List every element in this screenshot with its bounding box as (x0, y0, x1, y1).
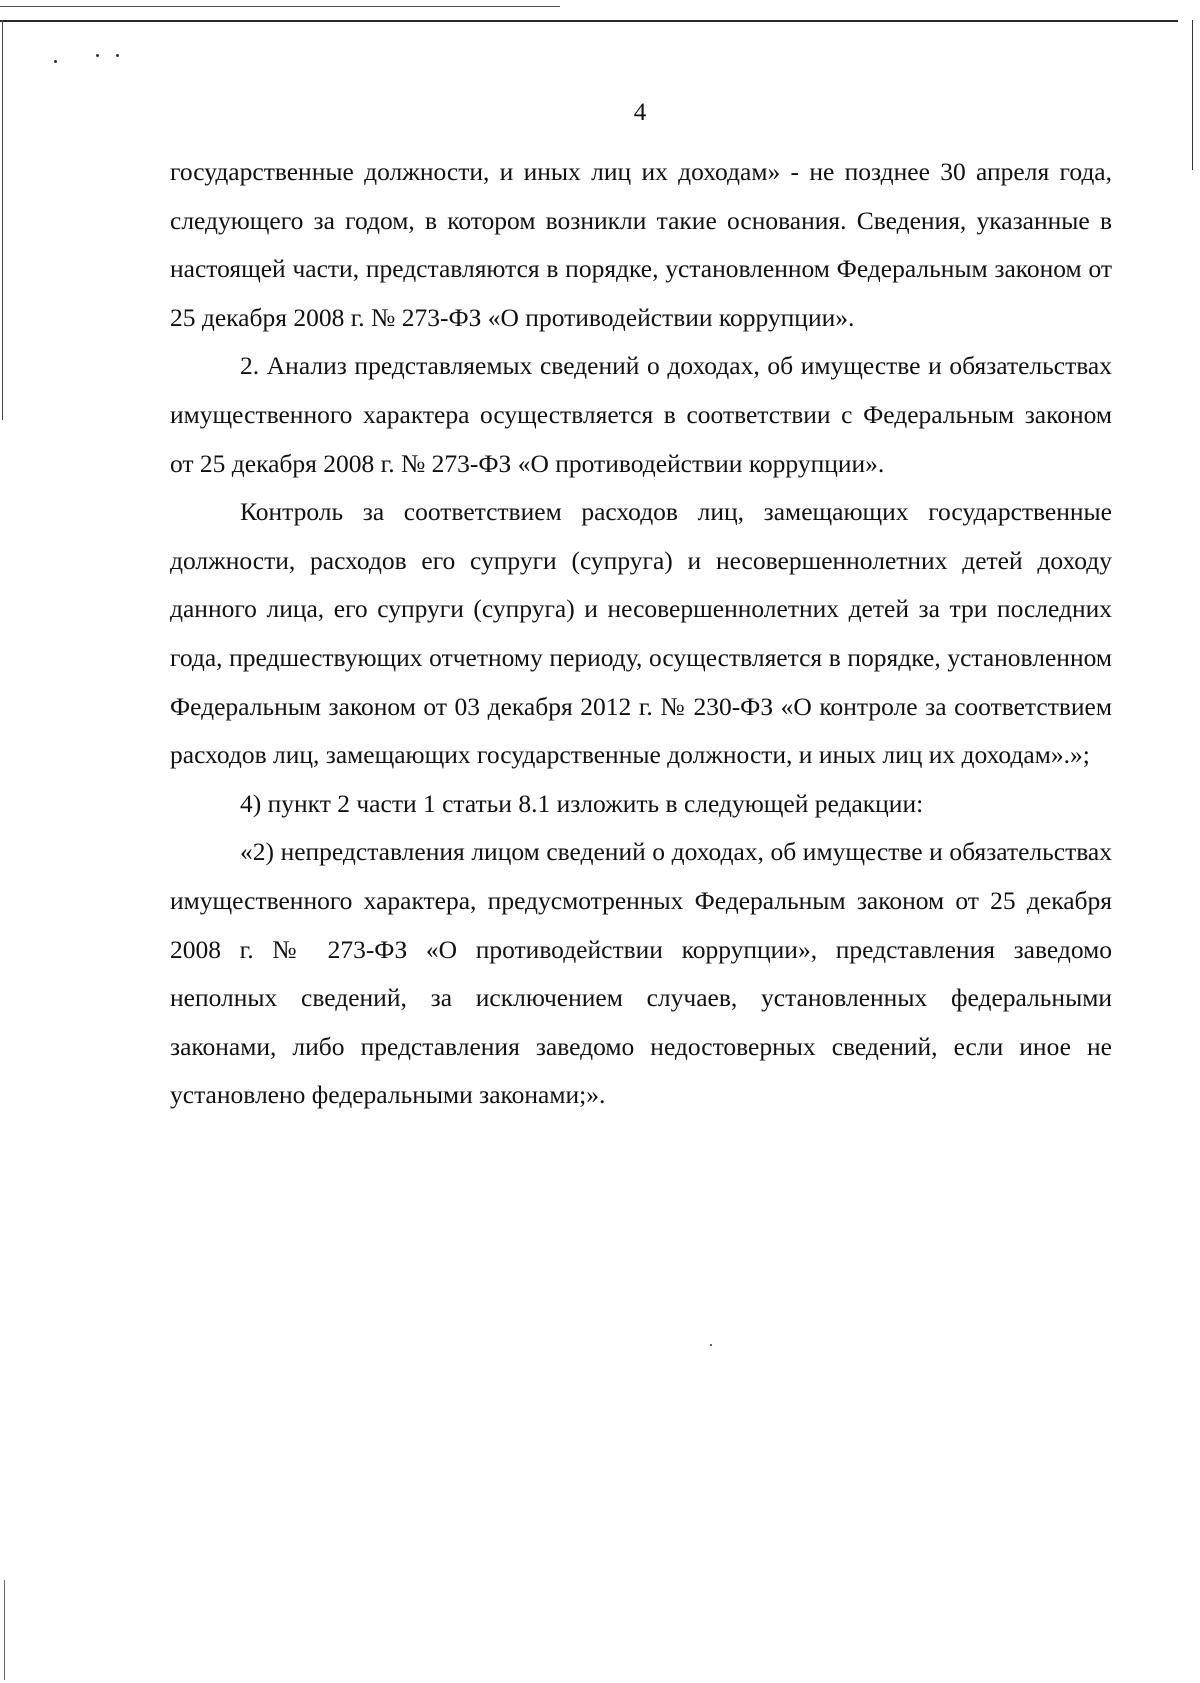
scan-right-border (1192, 20, 1193, 170)
scan-left-border (2, 20, 3, 420)
scan-edge-line (0, 6, 560, 7)
paragraph-control: Контроль за соответствием расходов лиц, замещающих государственные должности, расходов его супруги (супруга) и несовершеннолетних детей доходу данного лица, его супруги (супруга) и несовершеннолетних детей за три последних года, предшествующих отчетному периоду, осуществляется в порядке, установленном Федеральным законом от 03 декабря 2012 г. № 230-ФЗ «О контроле за соответствием расходов лиц, замещающих государственные должности, и иных лиц их доходам».»; (170, 497, 1112, 770)
scan-left-border-bottom (4, 1580, 5, 1680)
document-body (170, 148, 1112, 1120)
scan-speck (96, 54, 99, 57)
paragraph-amendment-item: 4) пункт 2 части 1 статьи 8.1 изложить в следующей редакции: (240, 788, 924, 818)
scan-speck (116, 54, 119, 57)
scan-speck (710, 1344, 712, 1346)
scan-top-border (0, 20, 1178, 22)
paragraph-continuation: государственные должности, и иных лиц их доходам» - не позднее 30 апреля года, следующего за годом, в котором возникли такие основания. Сведения, указанные в настоящей части, представляются в порядке, установленном Федеральным законом от 25 декабря 2008 г. № 273-ФЗ «О противодействии коррупции». (170, 157, 1112, 332)
page-number: 4 (633, 99, 647, 126)
paragraph-analysis: 2. Анализ представляемых сведений о доходах, об имуществе и обязательствах имущественного характера осуществляется в соответствии с Федеральным законом от 25 декабря 2008 г. № 273-ФЗ «О противодействии коррупции». (170, 351, 1112, 478)
scan-speck (54, 60, 57, 63)
paragraph-new-wording: «2) непредставления лицом сведений о доходах, об имуществе и обязательствах имущественного характера, предусмотренных Федеральным законом от 25 декабря 2008 г. № 273-ФЗ «О противодействии коррупции», представления заведомо неполных сведений, за исключением случаев, установленных федеральными законами, либо представления заведомо недостоверных сведений, если иное не установлено федеральными законами;». (170, 837, 1112, 1110)
